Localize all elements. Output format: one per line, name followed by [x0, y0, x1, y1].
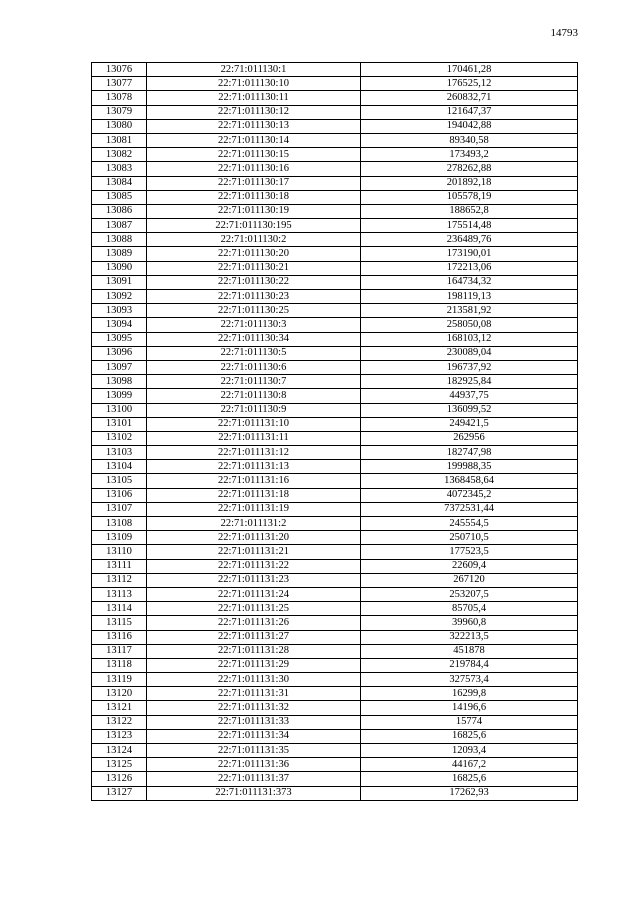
cadastral-number-cell: 22:71:011131:373 — [147, 786, 361, 800]
cadastral-number-cell: 22:71:011130:11 — [147, 91, 361, 105]
value-cell: 253207,5 — [361, 587, 578, 601]
table-row — [92, 446, 578, 460]
value-cell: 14196,6 — [361, 701, 578, 715]
row-number-cell: 13082 — [92, 148, 147, 162]
row-number-cell: 13125 — [92, 758, 147, 772]
row-number-cell: 13121 — [92, 701, 147, 715]
cadastral-number-cell: 22:71:011131:35 — [147, 744, 361, 758]
row-number-cell: 13093 — [92, 304, 147, 318]
row-number-cell: 13092 — [92, 290, 147, 304]
table-row — [92, 63, 578, 77]
value-cell: 267120 — [361, 573, 578, 587]
value-cell: 44167,2 — [361, 758, 578, 772]
cadastral-number-cell: 22:71:011130:195 — [147, 219, 361, 233]
row-number-cell: 13112 — [92, 573, 147, 587]
table-row — [92, 304, 578, 318]
row-number-cell: 13084 — [92, 176, 147, 190]
row-number-cell: 13079 — [92, 105, 147, 119]
table-row — [92, 162, 578, 176]
row-number-cell: 13080 — [92, 119, 147, 133]
cadastral-number-cell: 22:71:011130:25 — [147, 304, 361, 318]
table-row — [92, 758, 578, 772]
row-number-cell: 13126 — [92, 772, 147, 786]
row-number-cell: 13104 — [92, 460, 147, 474]
cadastral-number-cell: 22:71:011130:13 — [147, 119, 361, 133]
row-number-cell: 13096 — [92, 346, 147, 360]
value-cell: 182925,84 — [361, 375, 578, 389]
cadastral-number-cell: 22:71:011130:17 — [147, 176, 361, 190]
table-row — [92, 119, 578, 133]
row-number-cell: 13083 — [92, 162, 147, 176]
cadastral-number-cell: 22:71:011131:25 — [147, 602, 361, 616]
table-row — [92, 531, 578, 545]
value-cell: 175514,48 — [361, 219, 578, 233]
value-cell: 172213,06 — [361, 261, 578, 275]
row-number-cell: 13089 — [92, 247, 147, 261]
row-number-cell: 13078 — [92, 91, 147, 105]
table-row — [92, 275, 578, 289]
value-cell: 182747,98 — [361, 446, 578, 460]
cadastral-number-cell: 22:71:011131:16 — [147, 474, 361, 488]
table-row — [92, 488, 578, 502]
value-cell: 105578,19 — [361, 190, 578, 204]
table-row — [92, 176, 578, 190]
value-cell: 451878 — [361, 644, 578, 658]
table-row — [92, 403, 578, 417]
value-cell: 196737,92 — [361, 360, 578, 374]
row-number-cell: 13087 — [92, 219, 147, 233]
value-cell: 173190,01 — [361, 247, 578, 261]
table-row — [92, 133, 578, 147]
row-number-cell: 13115 — [92, 616, 147, 630]
value-cell: 136099,52 — [361, 403, 578, 417]
table-row — [92, 460, 578, 474]
value-cell: 16825,6 — [361, 772, 578, 786]
row-number-cell: 13113 — [92, 587, 147, 601]
row-number-cell: 13111 — [92, 559, 147, 573]
cadastral-number-cell: 22:71:011131:10 — [147, 417, 361, 431]
table-row — [92, 375, 578, 389]
table-row — [92, 772, 578, 786]
value-cell: 17262,93 — [361, 786, 578, 800]
table-row — [92, 587, 578, 601]
cadastral-number-cell: 22:71:011130:12 — [147, 105, 361, 119]
row-number-cell: 13103 — [92, 446, 147, 460]
row-number-cell: 13122 — [92, 715, 147, 729]
row-number-cell: 13098 — [92, 375, 147, 389]
cadastral-number-cell: 22:71:011130:1 — [147, 63, 361, 77]
value-cell: 260832,71 — [361, 91, 578, 105]
value-cell: 16825,6 — [361, 729, 578, 743]
table-row — [92, 559, 578, 573]
value-cell: 213581,92 — [361, 304, 578, 318]
table-row — [92, 389, 578, 403]
table-row — [92, 431, 578, 445]
cadastral-number-cell: 22:71:011130:10 — [147, 77, 361, 91]
table-row — [92, 786, 578, 800]
row-number-cell: 13097 — [92, 360, 147, 374]
table-row — [92, 715, 578, 729]
row-number-cell: 13077 — [92, 77, 147, 91]
row-number-cell: 13109 — [92, 531, 147, 545]
cadastral-number-cell: 22:71:011130:23 — [147, 290, 361, 304]
table-row — [92, 417, 578, 431]
value-cell: 22609,4 — [361, 559, 578, 573]
cadastral-number-cell: 22:71:011131:22 — [147, 559, 361, 573]
table-row — [92, 673, 578, 687]
value-cell: 4072345,2 — [361, 488, 578, 502]
data-table — [91, 62, 578, 801]
value-cell: 201892,18 — [361, 176, 578, 190]
table-row — [92, 247, 578, 261]
row-number-cell: 13086 — [92, 204, 147, 218]
table-row — [92, 105, 578, 119]
table-row — [92, 148, 578, 162]
row-number-cell: 13090 — [92, 261, 147, 275]
row-number-cell: 13091 — [92, 275, 147, 289]
table-row — [92, 77, 578, 91]
row-number-cell: 13085 — [92, 190, 147, 204]
table-row — [92, 729, 578, 743]
cadastral-number-cell: 22:71:011130:18 — [147, 190, 361, 204]
value-cell: 278262,88 — [361, 162, 578, 176]
table-row — [92, 190, 578, 204]
table-row — [92, 658, 578, 672]
cadastral-number-cell: 22:71:011131:23 — [147, 573, 361, 587]
page-number: 14793 — [550, 27, 578, 39]
table-row — [92, 261, 578, 275]
value-cell: 16299,8 — [361, 687, 578, 701]
row-number-cell: 13105 — [92, 474, 147, 488]
value-cell: 7372531,44 — [361, 502, 578, 516]
row-number-cell: 13108 — [92, 517, 147, 531]
value-cell: 199988,35 — [361, 460, 578, 474]
cadastral-number-cell: 22:71:011131:24 — [147, 587, 361, 601]
table-row — [92, 517, 578, 531]
row-number-cell: 13127 — [92, 786, 147, 800]
cadastral-number-cell: 22:71:011130:20 — [147, 247, 361, 261]
cadastral-number-cell: 22:71:011130:16 — [147, 162, 361, 176]
row-number-cell: 13106 — [92, 488, 147, 502]
value-cell: 188652,8 — [361, 204, 578, 218]
row-number-cell: 13101 — [92, 417, 147, 431]
table-row — [92, 346, 578, 360]
row-number-cell: 13100 — [92, 403, 147, 417]
cadastral-number-cell: 22:71:011130:21 — [147, 261, 361, 275]
row-number-cell: 13107 — [92, 502, 147, 516]
row-number-cell: 13102 — [92, 431, 147, 445]
row-number-cell: 13124 — [92, 744, 147, 758]
cadastral-number-cell: 22:71:011131:20 — [147, 531, 361, 545]
value-cell: 194042,88 — [361, 119, 578, 133]
table-row — [92, 744, 578, 758]
value-cell: 327573,4 — [361, 673, 578, 687]
value-cell: 219784,4 — [361, 658, 578, 672]
cadastral-number-cell: 22:71:011131:37 — [147, 772, 361, 786]
table-row — [92, 360, 578, 374]
cadastral-number-cell: 22:71:011130:9 — [147, 403, 361, 417]
row-number-cell: 13088 — [92, 233, 147, 247]
cadastral-number-cell: 22:71:011131:2 — [147, 517, 361, 531]
cadastral-number-cell: 22:71:011130:7 — [147, 375, 361, 389]
cadastral-number-cell: 22:71:011131:34 — [147, 729, 361, 743]
table-row — [92, 219, 578, 233]
value-cell: 198119,13 — [361, 290, 578, 304]
row-number-cell: 13116 — [92, 630, 147, 644]
cadastral-number-cell: 22:71:011131:33 — [147, 715, 361, 729]
row-number-cell: 13095 — [92, 332, 147, 346]
table-row — [92, 318, 578, 332]
value-cell: 230089,04 — [361, 346, 578, 360]
table-row — [92, 474, 578, 488]
cadastral-number-cell: 22:71:011131:19 — [147, 502, 361, 516]
table-row — [92, 204, 578, 218]
cadastral-number-cell: 22:71:011131:13 — [147, 460, 361, 474]
value-cell: 249421,5 — [361, 417, 578, 431]
value-cell: 245554,5 — [361, 517, 578, 531]
row-number-cell: 13081 — [92, 133, 147, 147]
value-cell: 1368458,64 — [361, 474, 578, 488]
value-cell: 173493,2 — [361, 148, 578, 162]
cadastral-number-cell: 22:71:011131:26 — [147, 616, 361, 630]
value-cell: 85705,4 — [361, 602, 578, 616]
cadastral-number-cell: 22:71:011131:36 — [147, 758, 361, 772]
cadastral-number-cell: 22:71:011130:19 — [147, 204, 361, 218]
table-row — [92, 233, 578, 247]
row-number-cell: 13117 — [92, 644, 147, 658]
value-cell: 164734,32 — [361, 275, 578, 289]
table-row — [92, 644, 578, 658]
row-number-cell: 13076 — [92, 63, 147, 77]
row-number-cell: 13120 — [92, 687, 147, 701]
value-cell: 176525,12 — [361, 77, 578, 91]
cadastral-number-cell: 22:71:011130:2 — [147, 233, 361, 247]
row-number-cell: 13110 — [92, 545, 147, 559]
table-row — [92, 502, 578, 516]
cadastral-number-cell: 22:71:011131:30 — [147, 673, 361, 687]
cadastral-number-cell: 22:71:011131:31 — [147, 687, 361, 701]
table-row — [92, 91, 578, 105]
cadastral-number-cell: 22:71:011131:29 — [147, 658, 361, 672]
cadastral-number-cell: 22:71:011131:27 — [147, 630, 361, 644]
cadastral-number-cell: 22:71:011131:18 — [147, 488, 361, 502]
row-number-cell: 13118 — [92, 658, 147, 672]
value-cell: 322213,5 — [361, 630, 578, 644]
cadastral-number-cell: 22:71:011131:12 — [147, 446, 361, 460]
table-row — [92, 573, 578, 587]
cadastral-number-cell: 22:71:011130:15 — [147, 148, 361, 162]
cadastral-number-cell: 22:71:011130:14 — [147, 133, 361, 147]
cadastral-number-cell: 22:71:011131:32 — [147, 701, 361, 715]
cadastral-number-cell: 22:71:011131:11 — [147, 431, 361, 445]
cadastral-number-cell: 22:71:011130:22 — [147, 275, 361, 289]
cadastral-number-cell: 22:71:011130:34 — [147, 332, 361, 346]
value-cell: 15774 — [361, 715, 578, 729]
value-cell: 168103,12 — [361, 332, 578, 346]
table-row — [92, 630, 578, 644]
table-body — [92, 63, 578, 801]
table-row — [92, 616, 578, 630]
value-cell: 258050,08 — [361, 318, 578, 332]
cadastral-number-cell: 22:71:011130:3 — [147, 318, 361, 332]
row-number-cell: 13119 — [92, 673, 147, 687]
value-cell: 121647,37 — [361, 105, 578, 119]
table-row — [92, 290, 578, 304]
table-row — [92, 332, 578, 346]
value-cell: 177523,5 — [361, 545, 578, 559]
value-cell: 170461,28 — [361, 63, 578, 77]
cadastral-number-cell: 22:71:011131:28 — [147, 644, 361, 658]
table-row — [92, 701, 578, 715]
value-cell: 250710,5 — [361, 531, 578, 545]
value-cell: 44937,75 — [361, 389, 578, 403]
cadastral-number-cell: 22:71:011130:5 — [147, 346, 361, 360]
value-cell: 39960,8 — [361, 616, 578, 630]
row-number-cell: 13099 — [92, 389, 147, 403]
row-number-cell: 13094 — [92, 318, 147, 332]
table-row — [92, 545, 578, 559]
cadastral-number-cell: 22:71:011130:6 — [147, 360, 361, 374]
value-cell: 89340,58 — [361, 133, 578, 147]
value-cell: 262956 — [361, 431, 578, 445]
value-cell: 12093,4 — [361, 744, 578, 758]
row-number-cell: 13114 — [92, 602, 147, 616]
table-row — [92, 687, 578, 701]
row-number-cell: 13123 — [92, 729, 147, 743]
table-row — [92, 602, 578, 616]
cadastral-number-cell: 22:71:011130:8 — [147, 389, 361, 403]
cadastral-number-cell: 22:71:011131:21 — [147, 545, 361, 559]
value-cell: 236489,76 — [361, 233, 578, 247]
